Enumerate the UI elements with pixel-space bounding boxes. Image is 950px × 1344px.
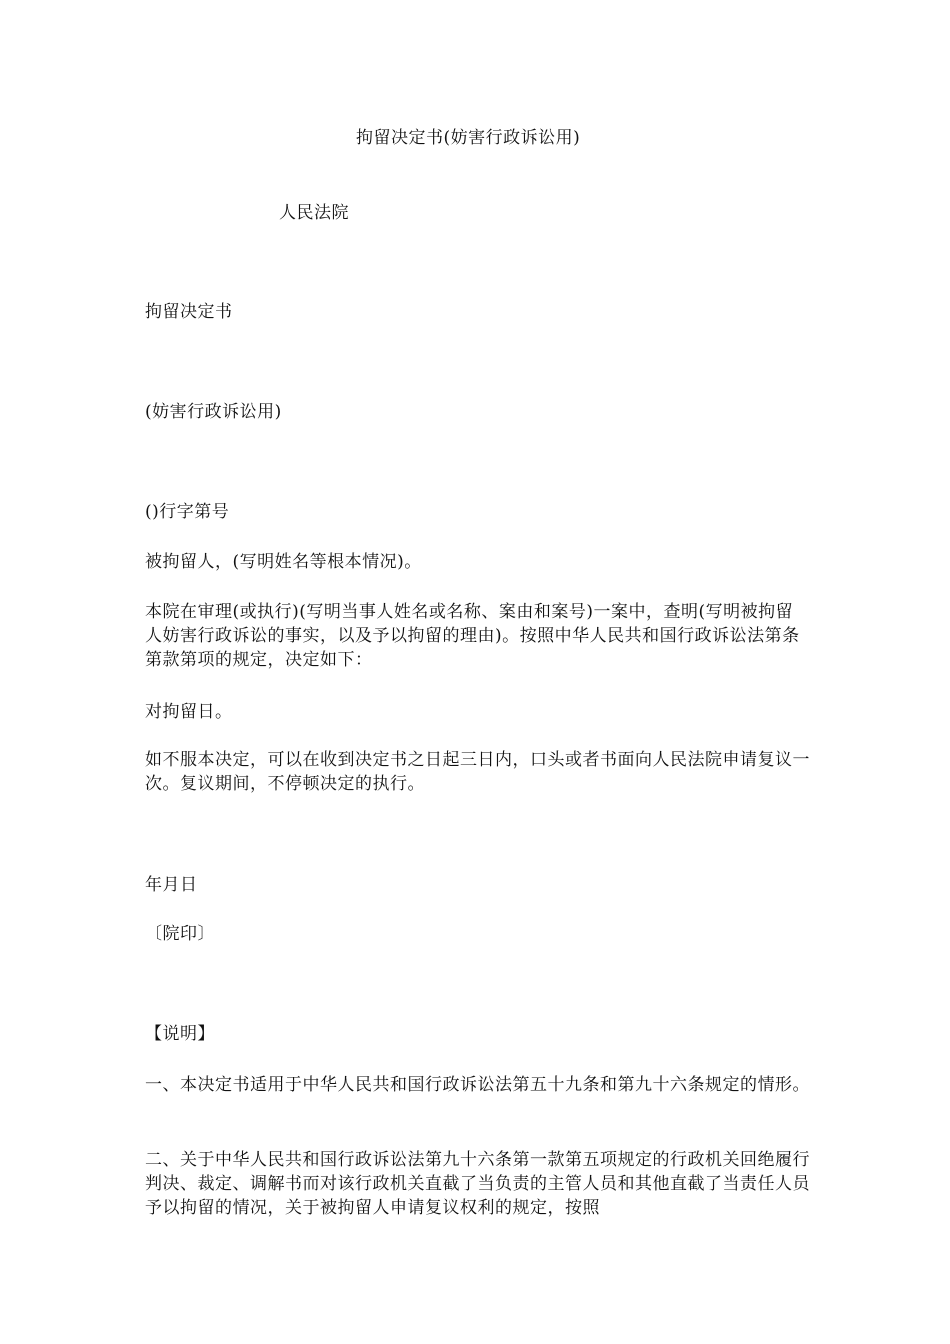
date-line: 年月日: [145, 875, 198, 895]
court-name: 人民法院: [279, 203, 349, 223]
detainee-line: 被拘留人，(写明姓名等根本情况)。: [145, 552, 422, 572]
appeal-paragraph: 如不服本决定，可以在收到决定书之日起三日内，口头或者书面向人民法院申请复议一次。复议期间，不停顿决定的执行。: [145, 750, 810, 794]
case-number: ()行字第号: [145, 502, 230, 522]
body-paragraph: 本院在审理(或执行)(写明当事人姓名或名称、案由和案号)一案中，查明(写明被拘留人妨害行政诉讼的事实，以及予以拘留的理由)。按照中华人民共和国行政诉讼法第条第款第项的规定，决定如下：: [145, 602, 800, 670]
document-title: 拘留决定书(妨害行政诉讼用): [356, 128, 581, 148]
note-1: 一、本决定书适用于中华人民共和国行政诉讼法第五十九条和第九十六条规定的情形。: [145, 1075, 810, 1095]
document-name: 拘留决定书: [145, 302, 233, 322]
document-usage: (妨害行政诉讼用): [145, 402, 282, 422]
court-seal: 〔院印〕: [145, 924, 215, 944]
decision-line: 对拘留日。: [145, 702, 233, 722]
notes-heading: 【说明】: [145, 1024, 215, 1044]
note-2: 二、关于中华人民共和国行政诉讼法第九十六条第一款第五项规定的行政机关回绝履行判决、裁定、调解书而对该行政机关直截了当负责的主管人员和其他直截了当责任人员予以拘留的情况，关于被拘留人申请复议权利的规定，按照: [145, 1150, 810, 1218]
